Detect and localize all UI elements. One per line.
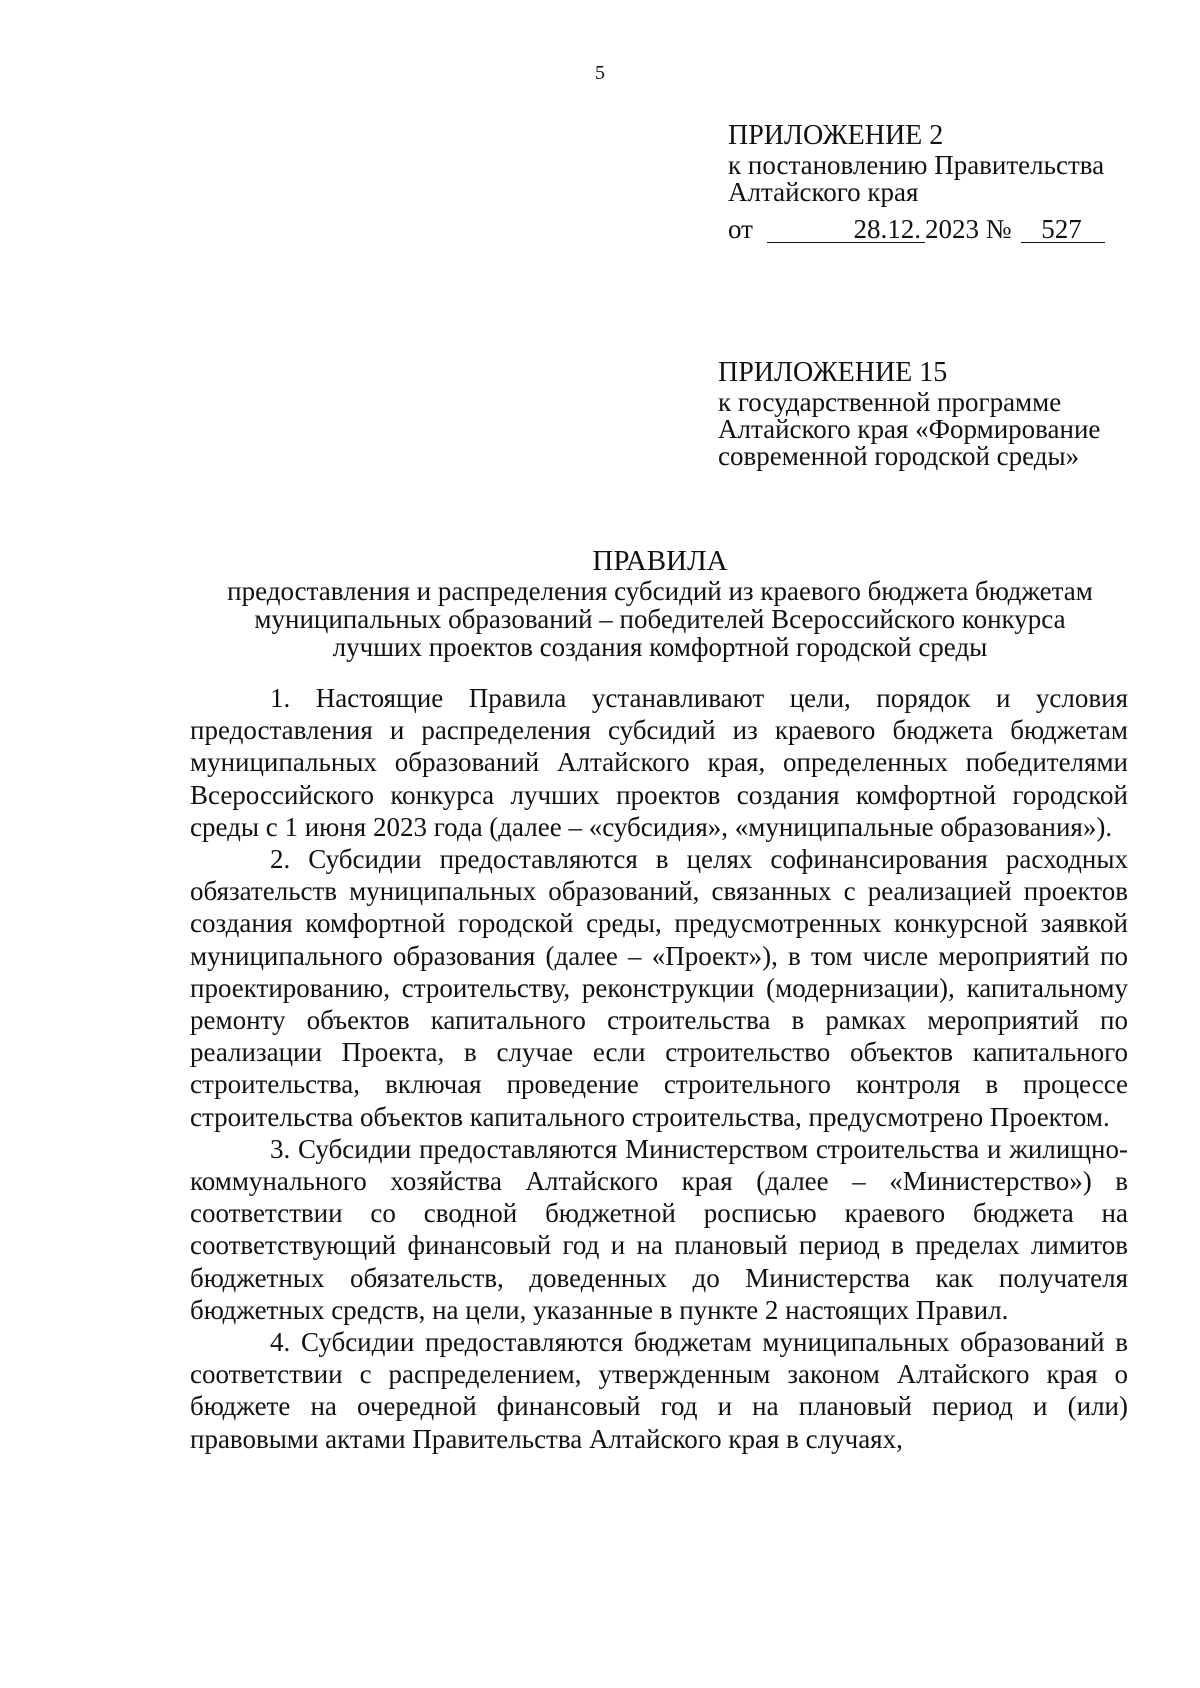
decree-number: 527 — [1021, 216, 1105, 243]
annex-2-heading: ПРИЛОЖЕНИЕ 2 — [728, 120, 944, 151]
document-subtitle-line: предоставления и распределения субсидий из краевого бюджета бюджетам — [227, 576, 1093, 606]
paragraph-1: 1. Настоящие Правила устанавливают цели, порядок и условия предоставления и распределения субсидий из краевого бюджета бюджетам муниципальных образований Алтайского края, определенных победителями Всероссийского конкурса лучших проектов создания комфортной городской среды с 1 июня 2023 года (далее – «субсидия», «муниципальные образования»). — [190, 683, 1128, 842]
annex-2-line: Алтайского края — [728, 177, 919, 207]
annex-15-line: современной городской среды» — [718, 441, 1080, 471]
annex-15-heading: ПРИЛОЖЕНИЕ 15 — [718, 357, 948, 388]
document-title: ПРАВИЛА — [592, 545, 728, 577]
annex-15-block — [718, 357, 1100, 470]
page-number: 5 — [595, 62, 605, 84]
date-prefix: от — [728, 214, 753, 244]
document-subtitle-line: лучших проектов создания комфортной городской среды — [332, 632, 988, 662]
document-body — [190, 682, 1128, 1455]
annex-15-line: к государственной программе — [718, 387, 1062, 417]
annex-2-line: к постановлению Правительства — [728, 150, 1105, 180]
paragraph-2: 2. Субсидии предоставляются в целях софинансирования расходных обязательств муниципальных образований, связанных с реализацией проектов создания комфортной городской среды, предусмотренных конкурсной заявкой муниципального образования (далее – «Проект»), в том числе мероприятий по проектированию, строительству, реконструкции (модернизации), капитальному ремонту объектов капитального строительства в рамках мероприятий по реализации Проекта, в случае если строительство объектов капитального строительства, включая проведение строительного контроля в процессе строительства объектов капитального строительства, предусмотрено Проектом. — [190, 844, 1128, 1132]
annex-2-date-line — [728, 216, 1105, 243]
paragraph-3: 3. Субсидии предоставляются Министерством строительства и жилищно-коммунального хозяйства Алтайского края (далее – «Министерство») в соответствии со сводной бюджетной росписью краевого бюджета на соответствующий финансовый год и на плановый период в пределах лимитов бюджетных обязательств, доведенных до Министерства как получателя бюджетных средств, на цели, указанные в пункте 2 настоящих Правил. — [190, 1133, 1128, 1325]
paragraph-4: 4. Субсидии предоставляются бюджетам муниципальных образований в соответствии с распределением, утвержденным законом Алтайского края о бюджете на очередной финансовый год и на плановый период и (или) правовыми актами Правительства Алтайского края в случаях, — [190, 1327, 1128, 1454]
decree-year: 2023 — [924, 214, 979, 244]
annex-2-block — [728, 120, 1105, 243]
document-title-block — [190, 545, 1130, 661]
decree-date: 28.12. — [767, 216, 925, 243]
annex-15-line: Алтайского края «Формирование — [718, 414, 1101, 444]
document-subtitle-line: муниципальных образований – победителей Всероссийского конкурса — [254, 604, 1066, 634]
number-sign: № — [985, 214, 1012, 244]
